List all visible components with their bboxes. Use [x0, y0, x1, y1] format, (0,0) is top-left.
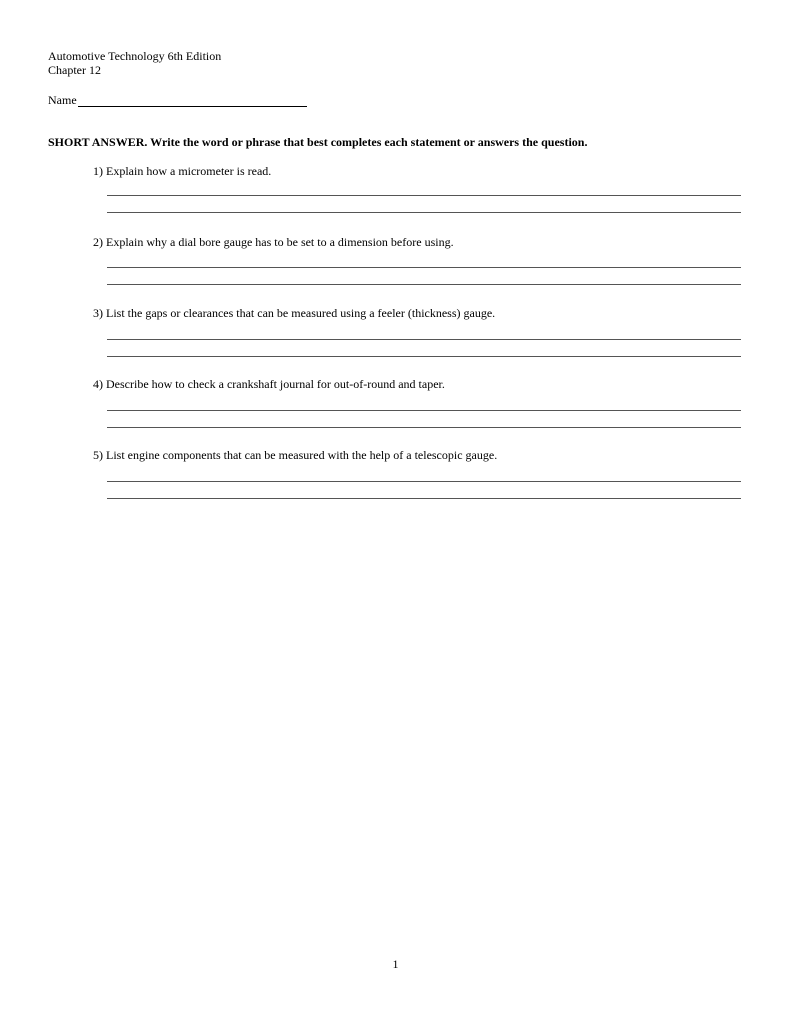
question-text: 2) Explain why a dial bore gauge has to be set to a dimension before using.: [93, 235, 454, 249]
answer-line[interactable]: [107, 356, 741, 357]
answer-line[interactable]: [107, 427, 741, 428]
name-blank-line[interactable]: [78, 95, 307, 107]
name-label: Name: [48, 93, 77, 107]
section-instructions: SHORT ANSWER. Write the word or phrase that best completes each statement or answers the question.: [48, 135, 588, 149]
answer-line[interactable]: [107, 195, 741, 196]
page-number: 1: [392, 957, 399, 971]
book-title: Automotive Technology 6th Edition: [48, 49, 222, 63]
answer-line[interactable]: [107, 267, 741, 268]
name-field-row: [48, 93, 307, 107]
chapter-label: Chapter 12: [48, 63, 101, 77]
answer-line[interactable]: [107, 498, 741, 499]
question-text: 1) Explain how a micrometer is read.: [93, 164, 272, 178]
answer-line[interactable]: [107, 212, 741, 213]
question-text: 4) Describe how to check a crankshaft journal for out-of-round and taper.: [93, 377, 445, 391]
answer-line[interactable]: [107, 481, 741, 482]
answer-line[interactable]: [107, 410, 741, 411]
answer-line[interactable]: [107, 339, 741, 340]
question-text: 5) List engine components that can be measured with the help of a telescopic gauge.: [93, 448, 498, 462]
question-text: 3) List the gaps or clearances that can be measured using a feeler (thickness) gauge.: [93, 306, 496, 320]
answer-line[interactable]: [107, 284, 741, 285]
